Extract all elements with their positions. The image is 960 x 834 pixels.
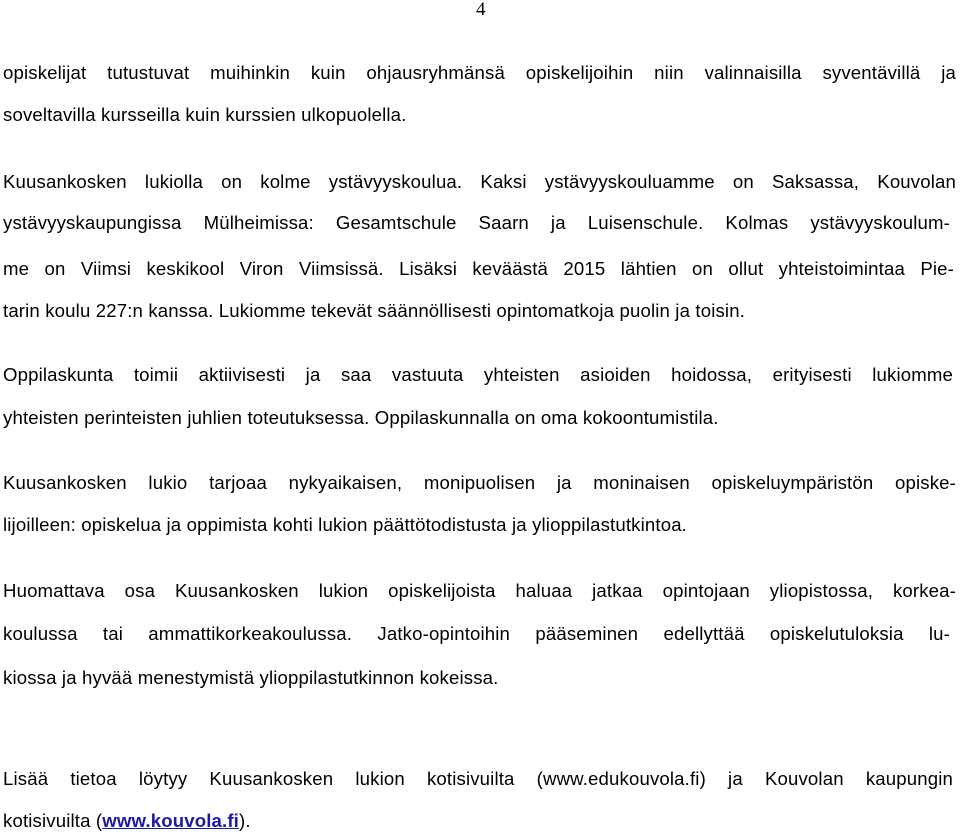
text-line: me on Viimsi keskikool Viron Viimsissä. Lisäksi keväästä 2015 lähtien on ollut yhteistoimintaa Pie- (3, 258, 954, 279)
text-line: opiskelijat tutustuvat muihinkin kuin ohjausryhmänsä opiskelijoihin niin valinnaisilla syventävillä ja (3, 62, 956, 83)
text-line: tarin koulu 227:n kanssa. Lukiomme tekevät säännöllisesti opintomatkoja puolin ja toisin. (3, 300, 746, 321)
text-line: lijoilleen: opiskelua ja oppimista kohti lukion päättötodistusta ja ylioppilastutkintoa. (3, 514, 687, 535)
kouvola-link[interactable]: www.kouvola.fi (102, 810, 239, 831)
text-line: Kuusankosken lukiolla on kolme ystävyyskoulua. Kaksi ystävyyskouluamme on Saksassa, Kouvolan (3, 171, 956, 192)
text-line: Lisää tietoa löytyy Kuusankosken lukion kotisivuilta (www.edukouvola.fi) ja Kouvolan kaupungin (3, 768, 953, 789)
text-line: ystävyyskaupungissa Mülheimissa: Gesamtschule Saarn ja Luisenschule. Kolmas ystävyyskoulum- (3, 212, 950, 233)
text-line: koulussa tai ammattikorkeakoulussa. Jatko-opintoihin pääseminen edellyttää opiskelutuloksia lu- (3, 623, 950, 644)
text-line (3, 810, 251, 832)
text-line: Huomattava osa Kuusankosken lukion opiskelijoista haluaa jatkaa opintojaan yliopistossa, korkea- (3, 580, 956, 601)
text-segment: kotisivuilta ( (3, 810, 103, 831)
text-line: Kuusankosken lukio tarjoaa nykyaikaisen, monipuolisen ja moninaisen opiskeluympäristön opiske- (3, 472, 956, 493)
text-segment: ). (239, 810, 251, 831)
text-line: yhteisten perinteisten juhlien toteutuksessa. Oppilaskunnalla on oma kokoontumistila. (3, 407, 719, 428)
page-number: 4 (476, 0, 486, 20)
text-line: Oppilaskunta toimii aktiivisesti ja saa vastuuta yhteisten asioiden hoidossa, erityisesti lukiomme (3, 364, 953, 385)
text-line: kiossa ja hyvää menestymistä ylioppilastutkinnon kokeissa. (3, 667, 499, 688)
text-line: soveltavilla kursseilla kuin kurssien ulkopuolella. (3, 104, 407, 125)
